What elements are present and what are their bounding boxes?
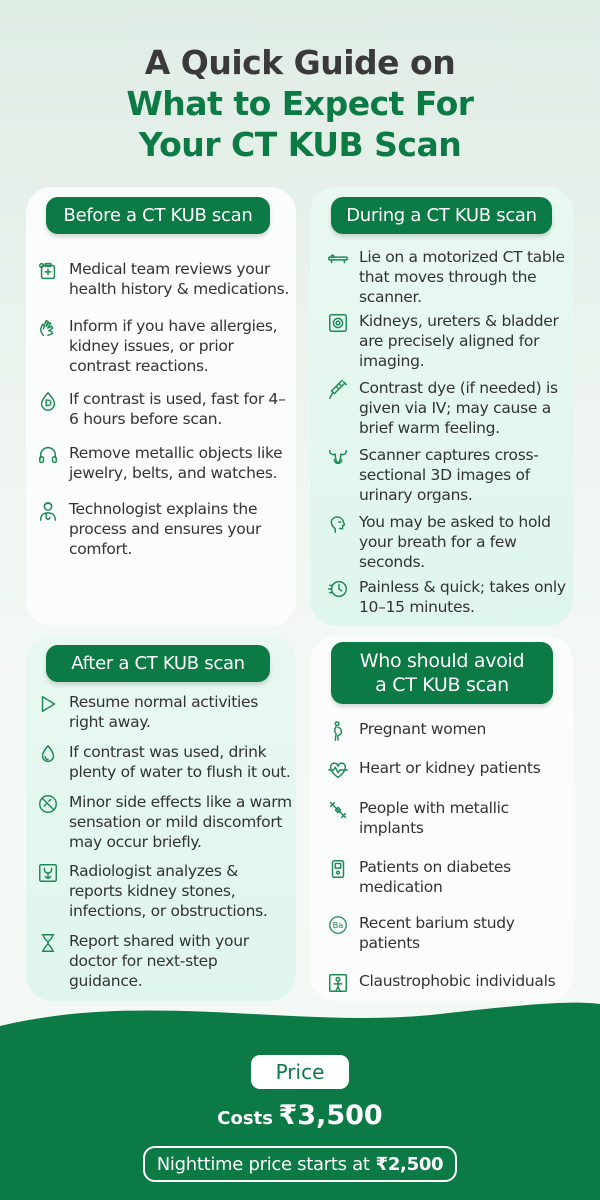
side-effects-icon xyxy=(36,792,60,816)
avoid-item-4: Patients on diabetes medication xyxy=(326,857,572,897)
avoid-item-2: Heart or kidney patients xyxy=(326,758,572,782)
glucometer-icon xyxy=(326,857,350,881)
radiology-report-icon xyxy=(36,861,60,885)
nighttime-price: Nighttime price starts at ₹2,500 xyxy=(143,1146,457,1182)
technologist-icon xyxy=(36,499,60,523)
implant-icon xyxy=(326,798,350,822)
during-item-1: Lie on a motorized CT table that moves through the scanner. xyxy=(326,247,572,307)
barium-icon xyxy=(326,913,350,937)
water-drop-icon xyxy=(36,742,60,766)
during-item-5: You may be asked to hold your breath for a few seconds. xyxy=(326,512,572,572)
during-heading: During a CT KUB scan xyxy=(331,197,552,234)
avoid-item-3: People with metallic implants xyxy=(326,798,572,838)
avoid-heading: Who should avoid a CT KUB scan xyxy=(331,642,553,704)
before-item-4: Remove metallic objects like jewelry, belts, and watches. xyxy=(36,443,294,483)
urinary-organs-icon xyxy=(326,445,350,469)
before-item-3: If contrast is used, fast for 4–6 hours before scan. xyxy=(36,389,294,429)
before-item-5: Technologist explains the process and ensures your comfort. xyxy=(36,499,294,559)
page-title xyxy=(0,42,600,165)
before-heading: Before a CT KUB scan xyxy=(46,197,270,234)
breath-head-icon xyxy=(326,512,350,536)
avoid-item-6: Claustrophobic individuals xyxy=(326,971,572,995)
pregnant-icon xyxy=(326,719,350,743)
during-item-2: Kidneys, ureters & bladder are precisely aligned for imaging. xyxy=(326,311,572,371)
avoid-item-1: Pregnant women xyxy=(326,719,572,743)
title-line-2: What to Expect For xyxy=(126,84,474,123)
during-item-4: Scanner captures cross-sectional 3D images of urinary organs. xyxy=(326,445,572,505)
cost-line: Costs ₹3,500 xyxy=(217,1100,383,1131)
hourglass-icon xyxy=(36,931,60,955)
avoid-item-5: Ba Recent barium study patients xyxy=(326,913,572,953)
scanner-monitor-icon xyxy=(326,311,350,335)
allergy-hand-icon xyxy=(36,316,60,340)
syringe-icon xyxy=(326,378,350,402)
heartbeat-icon xyxy=(326,758,350,782)
after-item-1: Resume normal activities right away. xyxy=(36,692,294,732)
medical-history-icon xyxy=(36,259,60,283)
play-icon xyxy=(36,692,60,716)
after-item-5: Report shared with your doctor for next-step guidance. xyxy=(36,931,294,991)
title-line-3: Your CT KUB Scan xyxy=(138,125,462,164)
after-item-2: If contrast was used, drink plenty of water to flush it out. xyxy=(36,742,294,782)
fasting-drop-icon xyxy=(36,389,60,413)
after-heading: After a CT KUB scan xyxy=(46,645,270,682)
ct-table-icon xyxy=(326,247,350,271)
headphones-icon xyxy=(36,443,60,467)
during-item-3: Contrast dye (if needed) is given via IV; may cause a brief warm feeling. xyxy=(326,378,572,438)
after-item-3: Minor side effects like a warm sensation or mild discomfort may occur briefly. xyxy=(36,792,294,852)
before-item-2: Inform if you have allergies, kidney issues, or prior contrast reactions. xyxy=(36,316,294,376)
svg-text:Ba: Ba xyxy=(332,920,344,931)
after-item-4: Radiologist analyzes & reports kidney stones, infections, or obstructions. xyxy=(36,861,294,921)
during-item-6: Painless & quick; takes only 10–15 minutes. xyxy=(326,577,572,617)
title-line-1: A Quick Guide on xyxy=(144,43,456,82)
price-label: Price xyxy=(251,1055,349,1089)
before-item-1: Medical team reviews your health history & medications. xyxy=(36,259,294,299)
clock-icon xyxy=(326,577,350,601)
